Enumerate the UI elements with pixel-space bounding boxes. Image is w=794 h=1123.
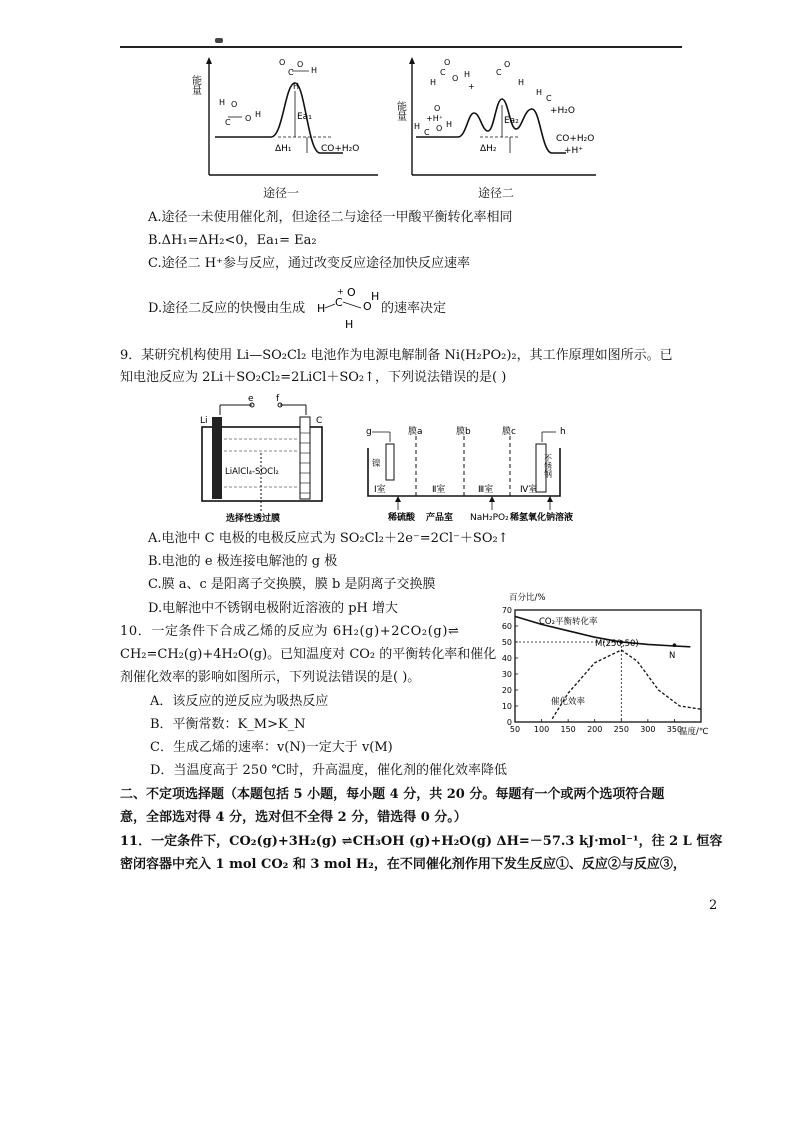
y-tick-label: 70 [501, 606, 512, 615]
q10-stem-3: 剂催化效率的影响如图所示，下列说法错误的是( )。 [120, 670, 421, 685]
svg-text:O: O [504, 60, 511, 69]
y-tick-label: 30 [501, 670, 512, 679]
chart-xlabel: 温度/℃ [679, 727, 709, 737]
y-tick-label: 60 [501, 622, 512, 631]
membrane-a-label: 膜a [408, 427, 423, 437]
svg-text:O: O [347, 286, 356, 299]
q8-option-d-pre: D.途径二反应的快慢由生成 [148, 301, 306, 316]
q8-option-c: C.途径二 H⁺参与反应，通过改变反应途径加快反应速率 [148, 256, 470, 271]
q10-option-b: B．平衡常数：K_M>K_N [150, 717, 306, 732]
cell-g-terminal: g [366, 427, 372, 437]
x-tick-label: 200 [587, 725, 603, 734]
q9-option-a: A.电池中 C 电极的电极反应式为 SO₂Cl₂＋2e⁻=2Cl⁻＋SO₂↑ [148, 531, 509, 546]
ylabel-energy-1: 能量 [189, 75, 201, 95]
svg-text:O: O [452, 74, 459, 83]
battery-f-terminal: f [276, 394, 280, 404]
battery-c-label: C [316, 416, 323, 426]
svg-text:H: H [446, 120, 453, 129]
series-efficiency-label: 催化效率 [551, 697, 586, 707]
h2o-label: +H₂O [550, 106, 576, 116]
cell-h-terminal: h [560, 427, 566, 437]
annotation-point-1 [673, 643, 677, 647]
x-tick-label: 300 [640, 725, 656, 734]
q8-option-b: B.ΔH₁=ΔH₂<0，Ea₁= Ea₂ [148, 233, 317, 248]
q8-option-a: A.途径一未使用催化剂，但途径二与途径一甲酸平衡转化率相同 [148, 210, 513, 225]
formic-intermediate-structure [315, 284, 379, 330]
q10-option-c: C．生成乙烯的速率：v(N)一定大于 v(M) [150, 740, 393, 755]
q10-stem-1: 10．一定条件下合成乙烯的反应为 6H₂(g)+2CO₂(g)⇌ [120, 624, 460, 639]
product-label-1: CO+H₂O [321, 144, 360, 154]
svg-text:C: C [424, 128, 430, 137]
svg-text:C: C [496, 68, 502, 77]
svg-text:H: H [255, 110, 262, 119]
battery-electrolyte: LiAlCl₄-SOCl₂ [225, 467, 279, 477]
membrane-b-label: 膜b [456, 427, 471, 437]
annotation-m: M(250,50) [595, 639, 639, 649]
svg-text:H: H [311, 66, 318, 75]
battery-figure [196, 393, 336, 523]
energy-diagram-path2 [394, 55, 600, 185]
q9-option-c: C.膜 a、c 是阳离子交换膜，膜 b 是阴离子交换膜 [148, 577, 436, 592]
svg-text:C: C [225, 118, 231, 127]
svg-text:H: H [536, 88, 543, 97]
x-tick-label: 250 [613, 725, 629, 734]
battery-e-terminal: e [248, 394, 254, 404]
svg-text:C: C [546, 94, 552, 103]
svg-text:O: O [444, 58, 451, 67]
svg-text:O: O [436, 124, 443, 133]
q11-stem-1: 11．一定条件下，CO₂(g)+3H₂(g) ⇌CH₃OH (g)+H₂O(g) ΔH=－57.3 kJ·mol⁻¹，往 2 L 恒容 [120, 834, 723, 849]
hplus-label: +H⁺ [426, 114, 443, 123]
svg-text:+: + [468, 82, 475, 91]
svg-text:H: H [430, 78, 437, 87]
svg-text:O: O [279, 58, 286, 67]
svg-text:H: H [345, 318, 354, 331]
section2-heading-1: 二、不定项选择题（本题包括 5 小题，每小题 4 分，共 20 分。每题有一个或两个选项符合题 [120, 787, 665, 802]
svg-text:O: O [363, 300, 372, 313]
svg-text:O: O [297, 60, 304, 69]
product-label-2a: CO+H₂O [556, 134, 595, 144]
svg-text:H: H [219, 98, 226, 107]
svg-text:C: C [335, 296, 343, 309]
svg-text:H: H [293, 82, 300, 91]
solution-3-label: NaH₂PO₂ [470, 513, 509, 523]
ea1-label: Ea₁ [297, 112, 312, 122]
room-3-label: Ⅲ室 [478, 485, 494, 495]
y-tick-label: 50 [501, 638, 512, 647]
q9-option-d: D.电解池中不锈钢电极附近溶液的 pH 增大 [148, 601, 399, 616]
solution-2-label: 产品室 [426, 513, 454, 523]
room-1-label: Ⅰ室 [374, 485, 386, 495]
membrane-c-label: 膜c [502, 427, 516, 437]
scan-mark [215, 38, 223, 43]
q9-stem-1: 9．某研究机构使用 Li—SO₂Cl₂ 电池作为电源电解制备 Ni(H₂PO₂)₂，其工作原理如图所示。已 [120, 348, 673, 363]
svg-text:+: + [337, 287, 344, 296]
q11-stem-2: 密闭容器中充入 1 mol CO₂ 和 3 mol H₂，在不同催化剂作用下发生反应①、反应②与反应③， [120, 857, 686, 872]
x-tick-label: 50 [509, 725, 521, 734]
caption-path2: 途径二 [478, 186, 515, 200]
battery-li-label: Li [200, 416, 208, 426]
svg-text:C: C [440, 68, 446, 77]
product-label-2b: +H⁺ [564, 146, 584, 156]
annotation-n: N [669, 651, 676, 661]
svg-text:O: O [245, 114, 252, 123]
svg-text:O: O [231, 100, 238, 109]
room-4-label: Ⅳ室 [520, 485, 538, 495]
energy-diagram-path1 [189, 55, 383, 185]
q8-option-d-post: 的速率决定 [381, 301, 447, 316]
ylabel-energy-2: 能量 [394, 101, 406, 121]
q10-stem-2: CH₂=CH₂(g)+4H₂O(g)。已知温度对 CO₂ 的平衡转化率和催化 [120, 647, 497, 662]
series-co2-label: CO₂平衡转化率 [539, 617, 598, 627]
svg-text:H: H [414, 122, 421, 131]
q9-option-b: B.电池的 e 极连接电解池的 g 极 [148, 554, 338, 569]
svg-text:H: H [371, 290, 380, 303]
y-tick-label: 10 [501, 702, 512, 711]
section2-heading-2: 意，全部选对得 4 分，选对但不全得 2 分，错选得 0 分。） [120, 810, 467, 825]
electrolysis-cell-figure [360, 424, 620, 524]
battery-membrane-label: 选择性透过膜 [226, 514, 281, 524]
y-tick-label: 20 [501, 686, 512, 695]
svg-text:H: H [518, 78, 525, 87]
svg-text:H: H [464, 70, 471, 79]
q10-option-a: A．该反应的逆反应为吸热反应 [150, 694, 329, 709]
header-rule [120, 46, 682, 48]
svg-text:C: C [288, 68, 294, 77]
x-tick-label: 150 [560, 725, 576, 734]
series-line-catalyst-efficiency [552, 650, 701, 719]
caption-path1: 途径一 [263, 186, 300, 200]
y-tick-label: 0 [506, 718, 512, 727]
cell-nickel-label: 镍 [372, 459, 381, 469]
room-2-label: Ⅱ室 [432, 485, 446, 495]
dh2-label: ΔH₂ [480, 144, 497, 154]
q10-option-d: D．当温度高于 250 ℃时，升高温度，催化剂的催化效率降低 [150, 763, 508, 778]
chart-ylabel: 百分比/% [509, 593, 546, 603]
dh1-label: ΔH₁ [275, 144, 292, 154]
svg-text:O: O [434, 104, 441, 113]
solution-1-label: 稀硫酸 [388, 513, 416, 523]
page-number: 2 [709, 898, 718, 913]
cell-steel-label: 不锈钢 [543, 454, 553, 478]
svg-text:H: H [317, 302, 326, 315]
x-tick-label: 350 [666, 725, 683, 734]
ea2-label: Ea₂ [504, 116, 519, 126]
x-tick-label: 100 [533, 725, 550, 734]
q9-stem-2: 知电池反应为 2Li＋SO₂Cl₂=2LiCl＋SO₂↑，下列说法错误的是( ) [120, 370, 507, 385]
y-tick-label: 40 [501, 654, 512, 663]
solution-4-label: 稀氢氧化钠溶液 [510, 513, 574, 523]
q10-chart [495, 590, 715, 740]
